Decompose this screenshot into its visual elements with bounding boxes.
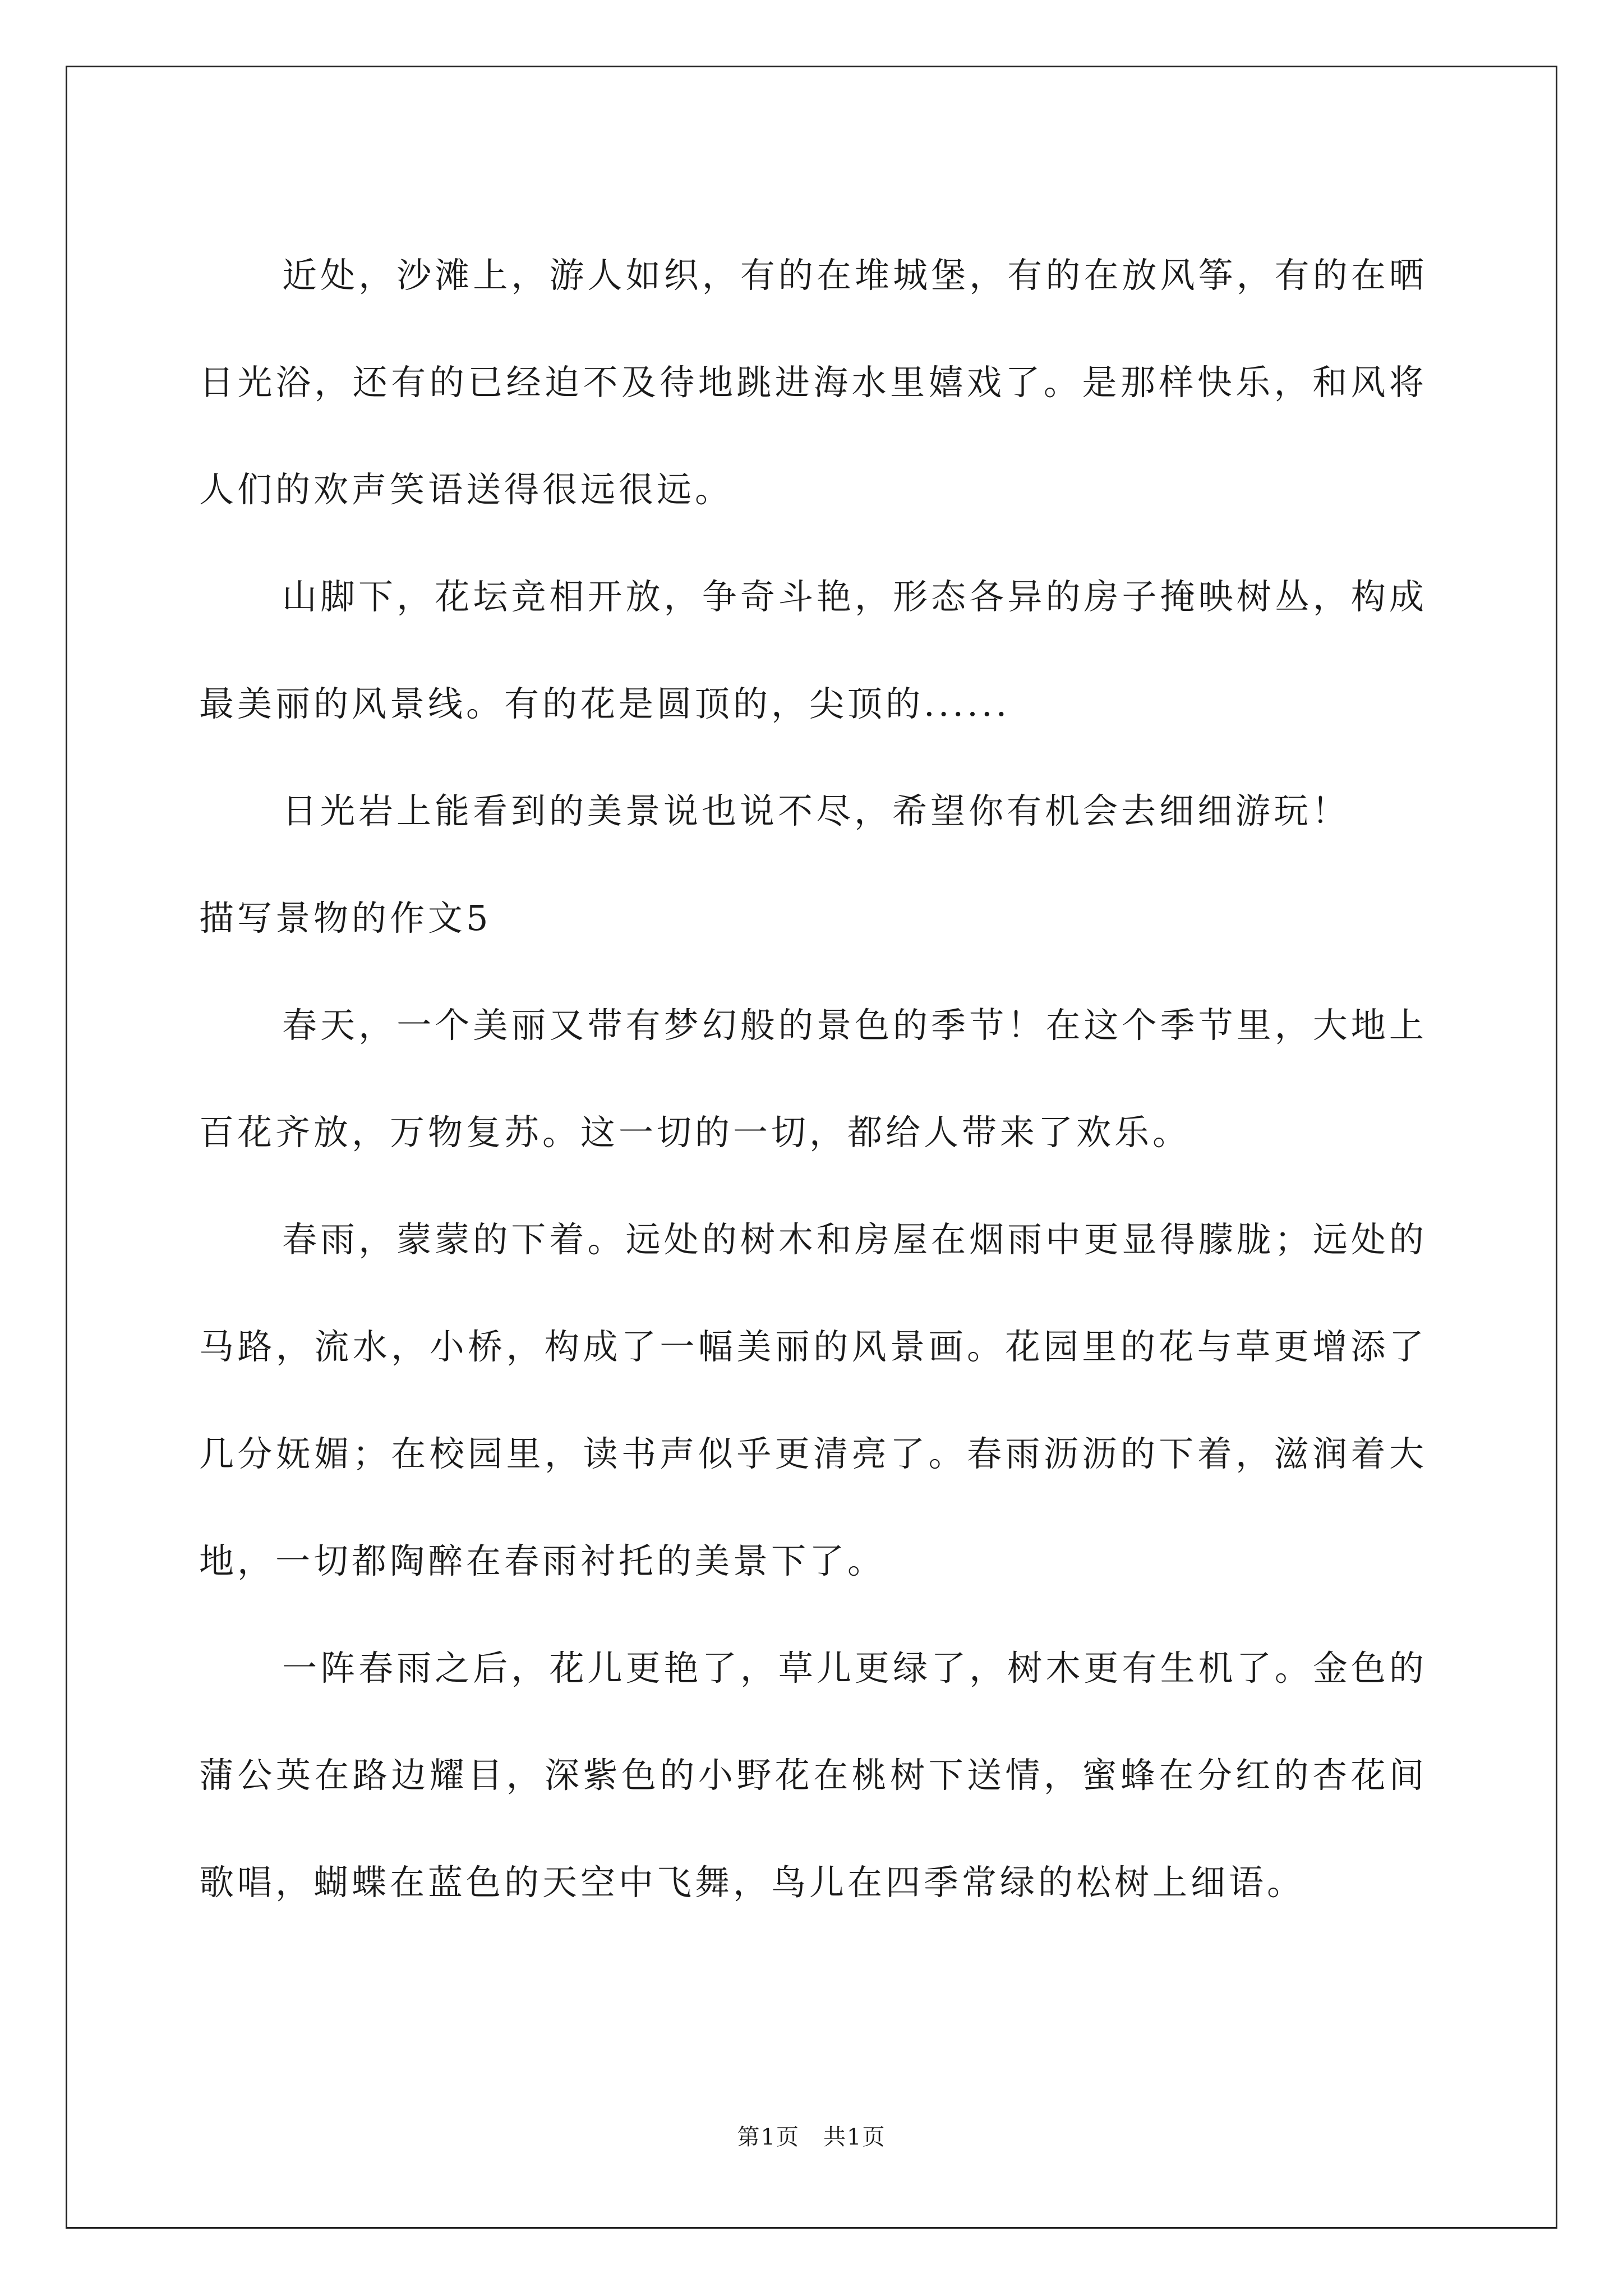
document-body bbox=[199, 222, 1427, 1936]
page-footer: 第1页 共1页 bbox=[737, 2124, 886, 2150]
paragraph-mountain-foot: 山脚下，花坛竞相开放，争奇斗艳，形态各异的房子掩映树丛，构成最美丽的风景线。有的花是圆顶的，尖顶的...... bbox=[199, 576, 1427, 724]
paragraph-spring: 春天，一个美丽又带有梦幻般的景色的季节！在这个季节里，大地上百花齐放，万物复苏。这一切的一切，都给人带来了欢乐。 bbox=[199, 1005, 1427, 1153]
paragraph-spring-rain: 春雨，蒙蒙的下着。远处的树木和房屋在烟雨中更显得朦胧；远处的马路，流水，小桥，构成了一幅美丽的风景画。花园里的花与草更增添了几分妩媚；在校园里，读书声似乎更清亮了。春雨沥沥的下着，滋润着大地，一切都陶醉在春雨衬托的美景下了。 bbox=[199, 1219, 1427, 1581]
essay-heading: 描写景物的作文5 bbox=[199, 898, 492, 938]
paragraph-beach: 近处，沙滩上，游人如织，有的在堆城堡，有的在放风筝，有的在晒日光浴，还有的已经迫不及待地跳进海水里嬉戏了。是那样快乐，和风将人们的欢声笑语送得很远很远。 bbox=[199, 255, 1427, 510]
paragraph-after-rain: 一阵春雨之后，花儿更艳了，草儿更绿了，树木更有生机了。金色的蒲公英在路边耀目，深紫色的小野花在桃树下送情，蜜蜂在分红的杏花间歌唱，蝴蝶在蓝色的天空中飞舞，鸟儿在四季常绿的松树上细语。 bbox=[199, 1648, 1427, 1903]
paragraph-sunlight-rock: 日光岩上能看到的美景说也说不尽，希望你有机会去细细游玩！ bbox=[282, 790, 1350, 831]
